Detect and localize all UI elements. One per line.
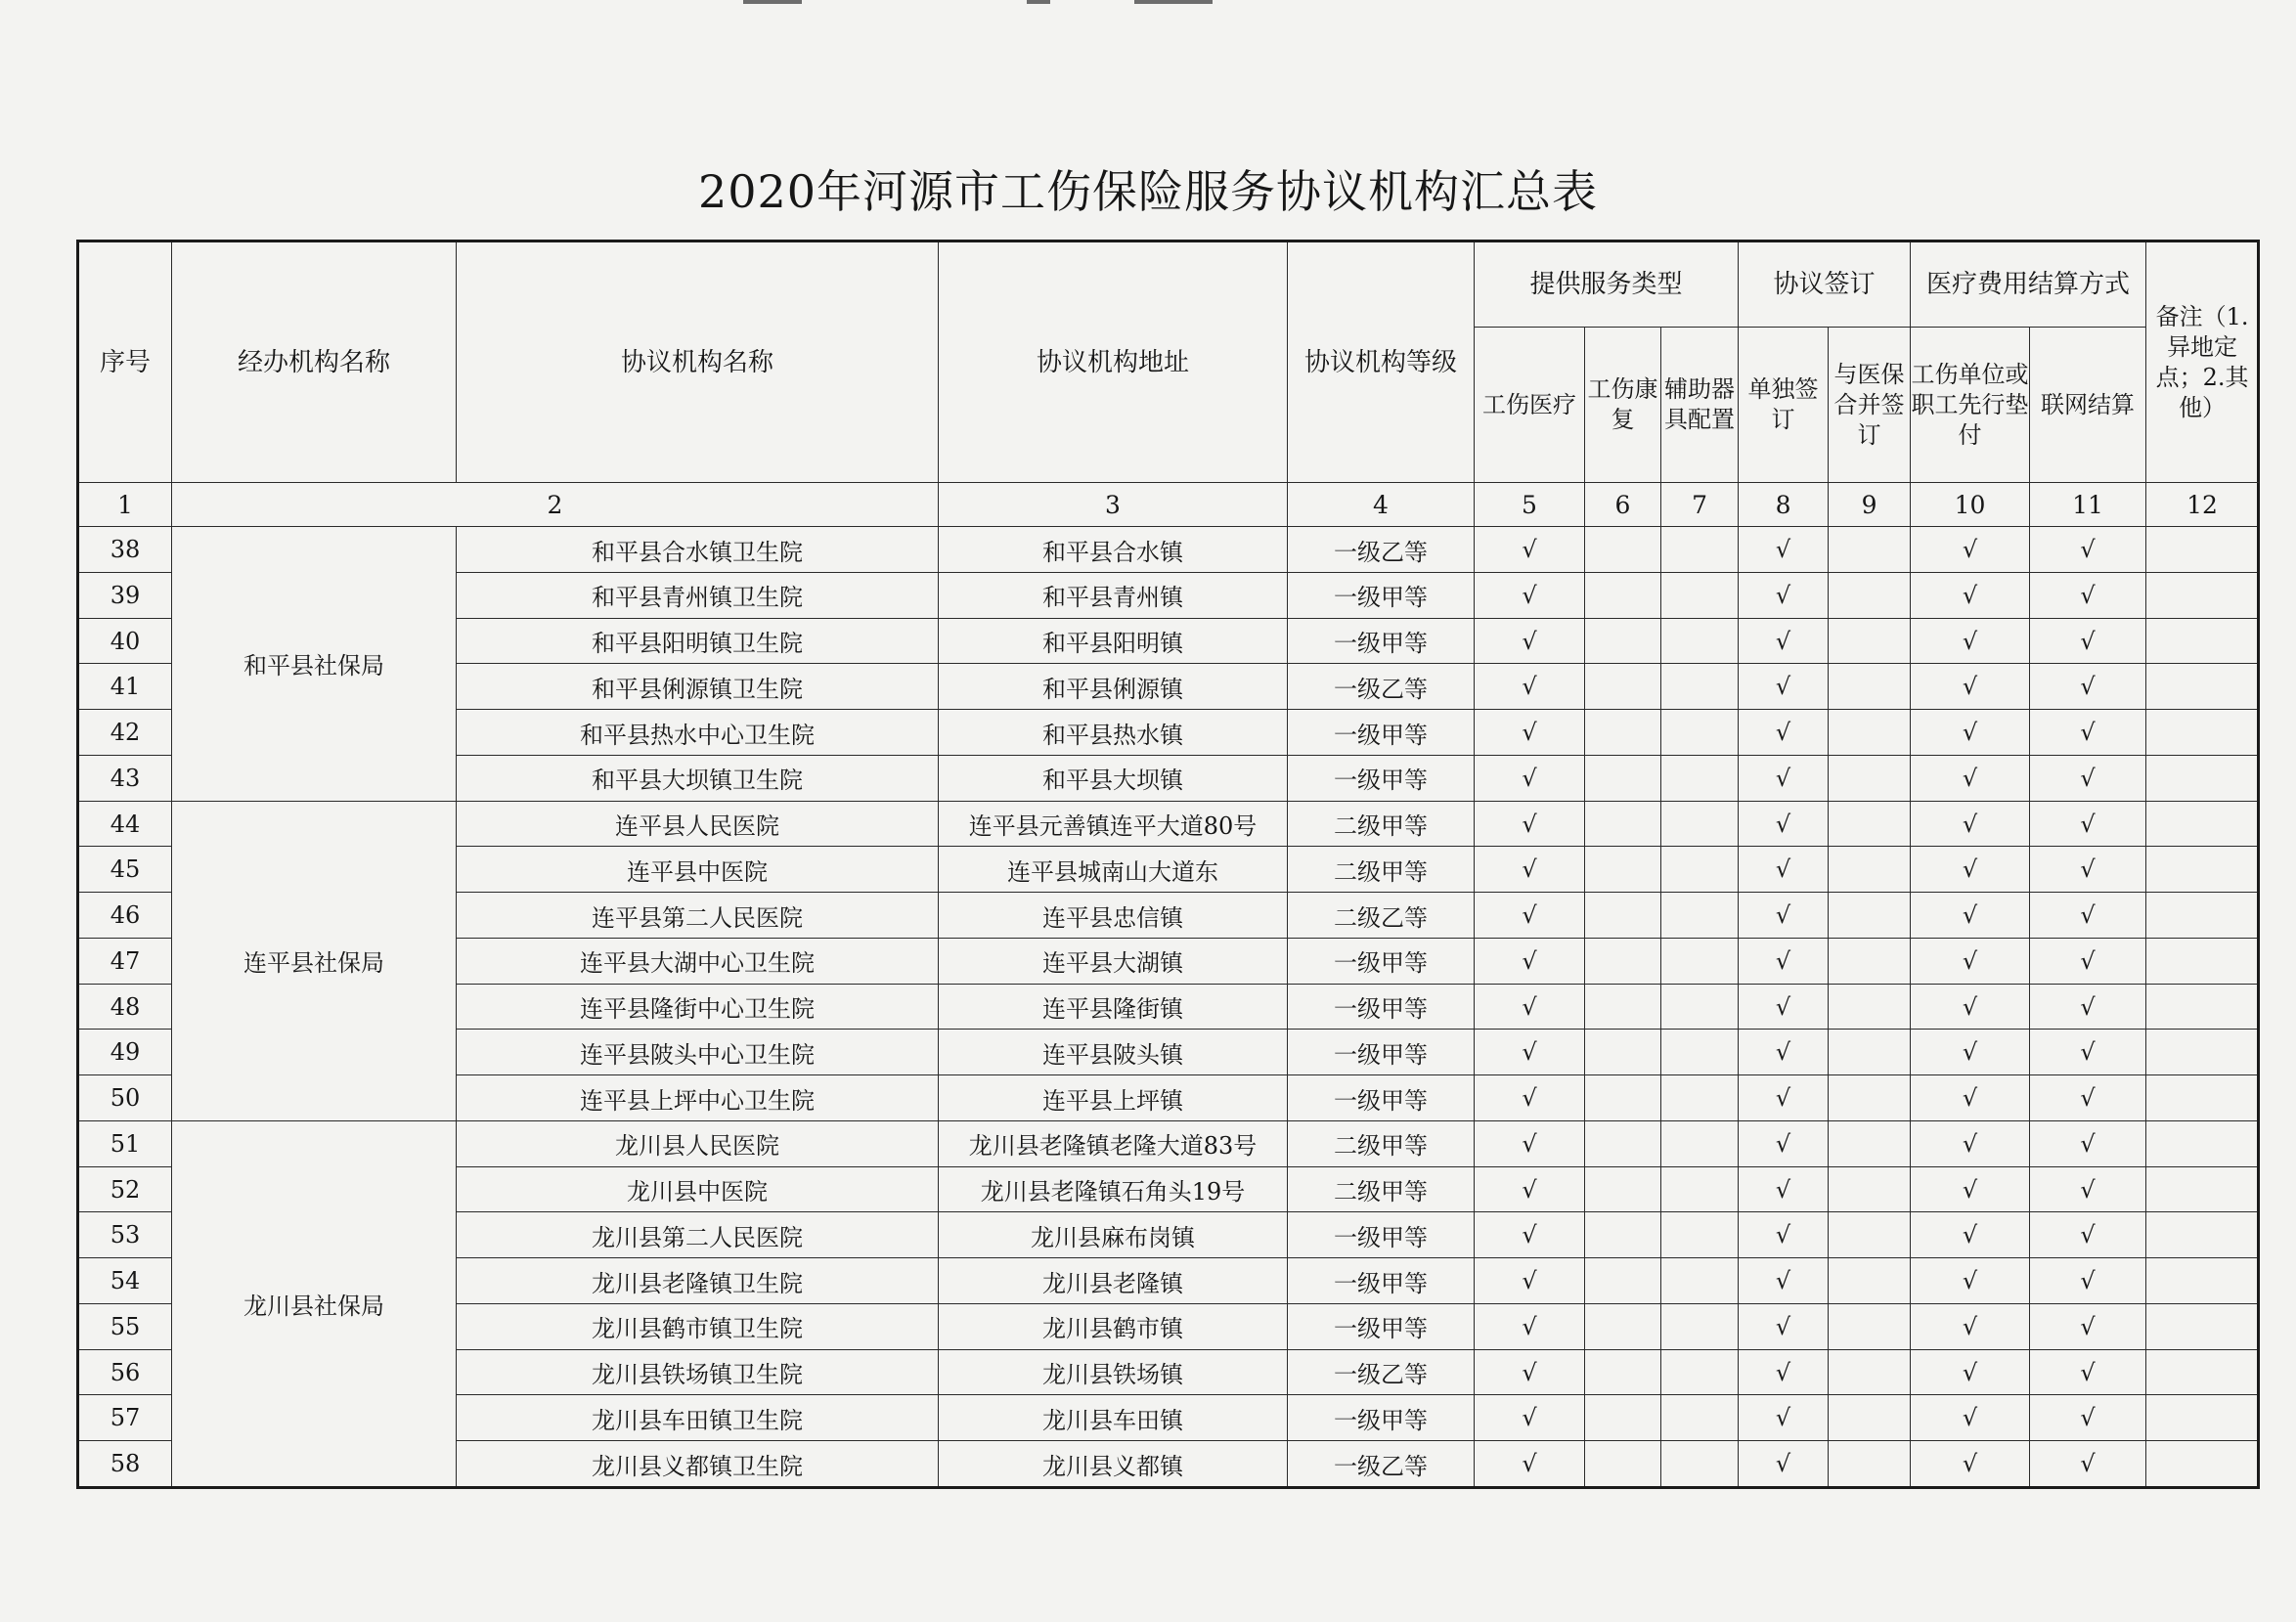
empty-cell <box>1585 801 1661 847</box>
institution-level: 一级甲等 <box>1288 1395 1475 1441</box>
empty-cell <box>1661 847 1739 893</box>
empty-cell <box>1661 1258 1739 1304</box>
institution-level: 一级甲等 <box>1288 618 1475 664</box>
check-mark: √ <box>2030 1120 2146 1166</box>
check-mark: √ <box>1911 618 2030 664</box>
table-row <box>78 801 2259 847</box>
header-settle-network: 联网结算 <box>2030 328 2146 483</box>
institution-level: 二级甲等 <box>1288 1120 1475 1166</box>
empty-cell <box>1585 1212 1661 1258</box>
empty-cell <box>1585 1349 1661 1395</box>
check-mark: √ <box>1475 1349 1585 1395</box>
check-mark: √ <box>1475 1075 1585 1121</box>
header-service-rehab: 工伤康复 <box>1585 328 1661 483</box>
empty-cell <box>1661 1075 1739 1121</box>
empty-cell <box>1661 1212 1739 1258</box>
empty-cell <box>1829 938 1911 984</box>
empty-cell <box>1661 938 1739 984</box>
institution-address: 连平县陂头镇 <box>939 1030 1288 1075</box>
empty-cell <box>1585 938 1661 984</box>
check-mark: √ <box>1475 527 1585 573</box>
institution-address: 和平县青州镇 <box>939 572 1288 618</box>
check-mark: √ <box>1911 1120 2030 1166</box>
institution-address: 龙川县义都镇 <box>939 1441 1288 1488</box>
institution-name: 龙川县人民医院 <box>457 1120 939 1166</box>
check-mark: √ <box>2030 1395 2146 1441</box>
header-settle-prepay: 工伤单位或职工先行垫付 <box>1911 328 2030 483</box>
table-row <box>78 527 2259 573</box>
check-mark: √ <box>2030 710 2146 756</box>
institution-name: 和平县阳明镇卫生院 <box>457 618 939 664</box>
row-seq: 51 <box>78 1120 172 1166</box>
row-seq: 40 <box>78 618 172 664</box>
empty-cell <box>1829 1120 1911 1166</box>
check-mark: √ <box>2030 984 2146 1030</box>
institution-name: 连平县大湖中心卫生院 <box>457 938 939 984</box>
check-mark: √ <box>1739 1120 1829 1166</box>
institution-address: 和平县俐源镇 <box>939 664 1288 710</box>
header-service-group: 提供服务类型 <box>1475 241 1739 328</box>
empty-cell <box>2146 1075 2259 1121</box>
check-mark: √ <box>1739 1212 1829 1258</box>
column-number: 10 <box>1911 483 2030 527</box>
empty-cell <box>1661 1120 1739 1166</box>
column-number: 12 <box>2146 483 2259 527</box>
empty-cell <box>1585 847 1661 893</box>
header-seq: 序号 <box>78 241 172 483</box>
institution-level: 一级乙等 <box>1288 1441 1475 1488</box>
institution-address: 连平县忠信镇 <box>939 893 1288 939</box>
check-mark: √ <box>1475 1166 1585 1212</box>
institution-name: 和平县青州镇卫生院 <box>457 572 939 618</box>
row-seq: 50 <box>78 1075 172 1121</box>
column-number: 2 <box>172 483 939 527</box>
empty-cell <box>1661 572 1739 618</box>
header-settle-group: 医疗费用结算方式 <box>1911 241 2146 328</box>
check-mark: √ <box>1739 1441 1829 1488</box>
institution-level: 一级甲等 <box>1288 1030 1475 1075</box>
column-number: 1 <box>78 483 172 527</box>
empty-cell <box>1585 664 1661 710</box>
institution-level: 一级甲等 <box>1288 984 1475 1030</box>
empty-cell <box>2146 572 2259 618</box>
empty-cell <box>1585 1030 1661 1075</box>
check-mark: √ <box>1911 938 2030 984</box>
check-mark: √ <box>1911 710 2030 756</box>
empty-cell <box>1585 1441 1661 1488</box>
empty-cell <box>1829 755 1911 801</box>
check-mark: √ <box>2030 572 2146 618</box>
institution-address: 和平县合水镇 <box>939 527 1288 573</box>
check-mark: √ <box>1911 1212 2030 1258</box>
institution-address: 龙川县铁场镇 <box>939 1349 1288 1395</box>
check-mark: √ <box>1739 1349 1829 1395</box>
institution-address: 和平县阳明镇 <box>939 618 1288 664</box>
institution-name: 龙川县鹤市镇卫生院 <box>457 1303 939 1349</box>
empty-cell <box>2146 664 2259 710</box>
office-name: 龙川县社保局 <box>172 1120 457 1487</box>
row-seq: 42 <box>78 710 172 756</box>
check-mark: √ <box>2030 1303 2146 1349</box>
institution-level: 二级乙等 <box>1288 893 1475 939</box>
institution-name: 龙川县第二人民医院 <box>457 1212 939 1258</box>
empty-cell <box>2146 1030 2259 1075</box>
institution-summary-table <box>76 240 2260 1489</box>
check-mark: √ <box>1475 1120 1585 1166</box>
empty-cell <box>2146 893 2259 939</box>
column-number: 5 <box>1475 483 1585 527</box>
check-mark: √ <box>1739 938 1829 984</box>
institution-name: 和平县热水中心卫生院 <box>457 710 939 756</box>
check-mark: √ <box>1911 1349 2030 1395</box>
check-mark: √ <box>1739 893 1829 939</box>
empty-cell <box>2146 801 2259 847</box>
check-mark: √ <box>1475 893 1585 939</box>
check-mark: √ <box>1739 710 1829 756</box>
check-mark: √ <box>2030 618 2146 664</box>
table-body <box>78 527 2259 1488</box>
header-service-aids: 辅助器具配置 <box>1661 328 1739 483</box>
check-mark: √ <box>1475 1395 1585 1441</box>
scan-edge-marks <box>743 0 1252 6</box>
institution-address: 龙川县鹤市镇 <box>939 1303 1288 1349</box>
empty-cell <box>1829 1258 1911 1304</box>
check-mark: √ <box>2030 1212 2146 1258</box>
check-mark: √ <box>1911 984 2030 1030</box>
check-mark: √ <box>1911 755 2030 801</box>
header-office: 经办机构名称 <box>172 241 457 483</box>
empty-cell <box>2146 1120 2259 1166</box>
check-mark: √ <box>1739 664 1829 710</box>
institution-address: 龙川县老隆镇石角头19号 <box>939 1166 1288 1212</box>
empty-cell <box>1585 572 1661 618</box>
institution-level: 一级乙等 <box>1288 527 1475 573</box>
check-mark: √ <box>1911 1441 2030 1488</box>
institution-name: 龙川县老隆镇卫生院 <box>457 1258 939 1304</box>
empty-cell <box>1829 1441 1911 1488</box>
empty-cell <box>1829 1166 1911 1212</box>
institution-address: 连平县城南山大道东 <box>939 847 1288 893</box>
column-number: 11 <box>2030 483 2146 527</box>
institution-address: 龙川县麻布岗镇 <box>939 1212 1288 1258</box>
empty-cell <box>2146 984 2259 1030</box>
institution-address: 连平县上坪镇 <box>939 1075 1288 1121</box>
empty-cell <box>1585 1395 1661 1441</box>
empty-cell <box>2146 847 2259 893</box>
column-number: 8 <box>1739 483 1829 527</box>
empty-cell <box>1661 1395 1739 1441</box>
empty-cell <box>1829 1212 1911 1258</box>
institution-level: 二级甲等 <box>1288 847 1475 893</box>
row-seq: 56 <box>78 1349 172 1395</box>
empty-cell <box>1829 1395 1911 1441</box>
check-mark: √ <box>1739 1030 1829 1075</box>
institution-level: 一级甲等 <box>1288 1303 1475 1349</box>
row-seq: 41 <box>78 664 172 710</box>
column-number: 3 <box>939 483 1288 527</box>
empty-cell <box>1829 664 1911 710</box>
institution-name: 龙川县中医院 <box>457 1166 939 1212</box>
check-mark: √ <box>1739 618 1829 664</box>
empty-cell <box>1829 710 1911 756</box>
empty-cell <box>1661 801 1739 847</box>
institution-address: 和平县大坝镇 <box>939 755 1288 801</box>
check-mark: √ <box>2030 1349 2146 1395</box>
empty-cell <box>1661 893 1739 939</box>
empty-cell <box>1661 1166 1739 1212</box>
institution-address: 龙川县车田镇 <box>939 1395 1288 1441</box>
empty-cell <box>1829 801 1911 847</box>
institution-level: 一级甲等 <box>1288 755 1475 801</box>
institution-name: 和平县合水镇卫生院 <box>457 527 939 573</box>
institution-level: 一级甲等 <box>1288 1075 1475 1121</box>
check-mark: √ <box>1475 710 1585 756</box>
institution-name: 连平县人民医院 <box>457 801 939 847</box>
row-seq: 45 <box>78 847 172 893</box>
row-seq: 55 <box>78 1303 172 1349</box>
empty-cell <box>1585 527 1661 573</box>
empty-cell <box>1829 984 1911 1030</box>
empty-cell <box>1585 1166 1661 1212</box>
check-mark: √ <box>1739 1395 1829 1441</box>
institution-name: 连平县陂头中心卫生院 <box>457 1030 939 1075</box>
empty-cell <box>1829 527 1911 573</box>
check-mark: √ <box>1739 1166 1829 1212</box>
institution-address: 龙川县老隆镇老隆大道83号 <box>939 1120 1288 1166</box>
institution-address: 连平县元善镇连平大道80号 <box>939 801 1288 847</box>
institution-level: 一级甲等 <box>1288 1258 1475 1304</box>
empty-cell <box>2146 527 2259 573</box>
empty-cell <box>1661 1030 1739 1075</box>
column-number: 6 <box>1585 483 1661 527</box>
check-mark: √ <box>1739 527 1829 573</box>
header-sign-joint: 与医保合并签订 <box>1829 328 1911 483</box>
check-mark: √ <box>2030 1075 2146 1121</box>
empty-cell <box>1829 618 1911 664</box>
check-mark: √ <box>1911 1075 2030 1121</box>
institution-name: 龙川县车田镇卫生院 <box>457 1395 939 1441</box>
header-remark: 备注（1.异地定点；2.其他） <box>2146 241 2259 483</box>
institution-address: 连平县大湖镇 <box>939 938 1288 984</box>
empty-cell <box>1829 1303 1911 1349</box>
column-number: 4 <box>1288 483 1475 527</box>
empty-cell <box>2146 710 2259 756</box>
column-number: 7 <box>1661 483 1739 527</box>
check-mark: √ <box>1475 1030 1585 1075</box>
empty-cell <box>1661 755 1739 801</box>
empty-cell <box>1829 572 1911 618</box>
institution-level: 一级乙等 <box>1288 664 1475 710</box>
empty-cell <box>2146 1395 2259 1441</box>
institution-name: 龙川县义都镇卫生院 <box>457 1441 939 1488</box>
header-institution: 协议机构名称 <box>457 241 939 483</box>
row-seq: 46 <box>78 893 172 939</box>
empty-cell <box>1585 1120 1661 1166</box>
row-seq: 54 <box>78 1258 172 1304</box>
check-mark: √ <box>2030 893 2146 939</box>
row-seq: 48 <box>78 984 172 1030</box>
check-mark: √ <box>1475 755 1585 801</box>
check-mark: √ <box>1911 893 2030 939</box>
office-name: 连平县社保局 <box>172 801 457 1120</box>
empty-cell <box>1661 984 1739 1030</box>
check-mark: √ <box>1739 801 1829 847</box>
check-mark: √ <box>1739 572 1829 618</box>
column-number-row <box>78 483 2259 527</box>
empty-cell <box>2146 1441 2259 1488</box>
empty-cell <box>1585 618 1661 664</box>
empty-cell <box>2146 1166 2259 1212</box>
check-mark: √ <box>2030 1030 2146 1075</box>
row-seq: 43 <box>78 755 172 801</box>
check-mark: √ <box>1475 664 1585 710</box>
check-mark: √ <box>2030 664 2146 710</box>
empty-cell <box>2146 1303 2259 1349</box>
page-title: 2020年河源市工伤保险服务协议机构汇总表 <box>697 165 1599 218</box>
institution-name: 龙川县铁场镇卫生院 <box>457 1349 939 1395</box>
institution-level: 一级甲等 <box>1288 572 1475 618</box>
institution-address: 连平县隆街镇 <box>939 984 1288 1030</box>
check-mark: √ <box>1475 1212 1585 1258</box>
empty-cell <box>1829 1349 1911 1395</box>
row-seq: 58 <box>78 1441 172 1488</box>
empty-cell <box>1585 1258 1661 1304</box>
check-mark: √ <box>2030 1441 2146 1488</box>
check-mark: √ <box>1911 572 2030 618</box>
empty-cell <box>2146 1258 2259 1304</box>
empty-cell <box>1585 710 1661 756</box>
empty-cell <box>1661 664 1739 710</box>
empty-cell <box>2146 618 2259 664</box>
check-mark: √ <box>1739 847 1829 893</box>
institution-level: 一级甲等 <box>1288 710 1475 756</box>
check-mark: √ <box>1911 847 2030 893</box>
check-mark: √ <box>1911 664 2030 710</box>
check-mark: √ <box>1739 1258 1829 1304</box>
table-row <box>78 1120 2259 1166</box>
check-mark: √ <box>2030 527 2146 573</box>
check-mark: √ <box>1911 801 2030 847</box>
column-number: 9 <box>1829 483 1911 527</box>
institution-level: 一级甲等 <box>1288 938 1475 984</box>
check-mark: √ <box>1475 847 1585 893</box>
empty-cell <box>1829 1030 1911 1075</box>
check-mark: √ <box>1475 984 1585 1030</box>
row-seq: 44 <box>78 801 172 847</box>
institution-name: 连平县上坪中心卫生院 <box>457 1075 939 1121</box>
check-mark: √ <box>2030 1166 2146 1212</box>
check-mark: √ <box>1911 1030 2030 1075</box>
institution-level: 二级甲等 <box>1288 1166 1475 1212</box>
check-mark: √ <box>1475 938 1585 984</box>
empty-cell <box>1585 1075 1661 1121</box>
institution-name: 和平县大坝镇卫生院 <box>457 755 939 801</box>
empty-cell <box>1829 1075 1911 1121</box>
empty-cell <box>1661 527 1739 573</box>
institution-level: 一级甲等 <box>1288 1212 1475 1258</box>
row-seq: 49 <box>78 1030 172 1075</box>
institution-name: 和平县俐源镇卫生院 <box>457 664 939 710</box>
empty-cell <box>2146 938 2259 984</box>
check-mark: √ <box>1475 618 1585 664</box>
header-sign-group: 协议签订 <box>1739 241 1911 328</box>
check-mark: √ <box>1911 1166 2030 1212</box>
check-mark: √ <box>1475 1258 1585 1304</box>
empty-cell <box>2146 1349 2259 1395</box>
check-mark: √ <box>1911 527 2030 573</box>
empty-cell <box>1585 755 1661 801</box>
check-mark: √ <box>2030 1258 2146 1304</box>
empty-cell <box>1829 893 1911 939</box>
row-seq: 39 <box>78 572 172 618</box>
empty-cell <box>1661 618 1739 664</box>
check-mark: √ <box>2030 938 2146 984</box>
empty-cell <box>1661 1303 1739 1349</box>
check-mark: √ <box>1739 984 1829 1030</box>
header-level: 协议机构等级 <box>1288 241 1475 483</box>
check-mark: √ <box>1475 801 1585 847</box>
empty-cell <box>1829 847 1911 893</box>
row-seq: 52 <box>78 1166 172 1212</box>
row-seq: 57 <box>78 1395 172 1441</box>
check-mark: √ <box>2030 755 2146 801</box>
empty-cell <box>1661 1441 1739 1488</box>
header-service-medical: 工伤医疗 <box>1475 328 1585 483</box>
header-sign-single: 单独签订 <box>1739 328 1829 483</box>
check-mark: √ <box>1911 1395 2030 1441</box>
check-mark: √ <box>1911 1303 2030 1349</box>
check-mark: √ <box>1739 755 1829 801</box>
check-mark: √ <box>1475 1441 1585 1488</box>
institution-level: 一级乙等 <box>1288 1349 1475 1395</box>
institution-name: 连平县隆街中心卫生院 <box>457 984 939 1030</box>
check-mark: √ <box>1739 1303 1829 1349</box>
check-mark: √ <box>2030 801 2146 847</box>
check-mark: √ <box>1475 1303 1585 1349</box>
empty-cell <box>1585 893 1661 939</box>
empty-cell <box>1661 710 1739 756</box>
check-mark: √ <box>1911 1258 2030 1304</box>
row-seq: 47 <box>78 938 172 984</box>
institution-level: 二级甲等 <box>1288 801 1475 847</box>
check-mark: √ <box>1475 572 1585 618</box>
empty-cell <box>1585 1303 1661 1349</box>
institution-address: 龙川县老隆镇 <box>939 1258 1288 1304</box>
office-name: 和平县社保局 <box>172 527 457 802</box>
institution-name: 连平县第二人民医院 <box>457 893 939 939</box>
empty-cell <box>1661 1349 1739 1395</box>
institution-address: 和平县热水镇 <box>939 710 1288 756</box>
check-mark: √ <box>2030 847 2146 893</box>
empty-cell <box>2146 755 2259 801</box>
institution-name: 连平县中医院 <box>457 847 939 893</box>
row-seq: 53 <box>78 1212 172 1258</box>
check-mark: √ <box>1739 1075 1829 1121</box>
empty-cell <box>2146 1212 2259 1258</box>
row-seq: 38 <box>78 527 172 573</box>
header-address: 协议机构地址 <box>939 241 1288 483</box>
empty-cell <box>1585 984 1661 1030</box>
